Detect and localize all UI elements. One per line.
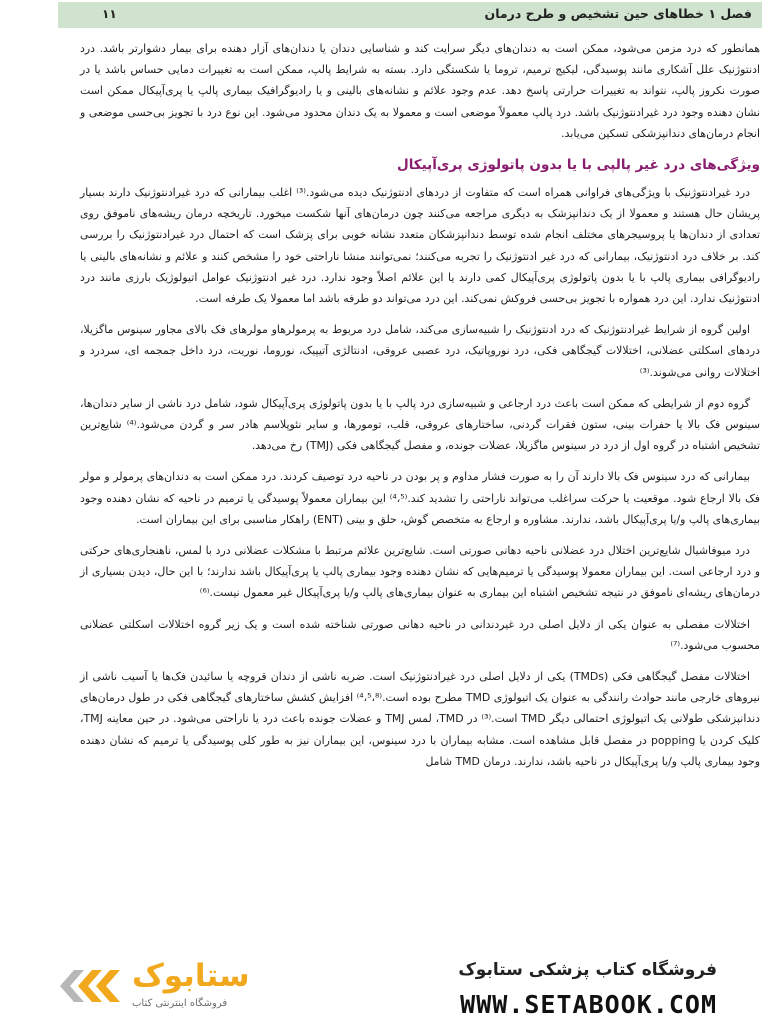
website-url[interactable]: WWW.SETABOOK.COM — [460, 990, 717, 1019]
setabook-logo — [60, 958, 310, 1016]
running-header — [58, 2, 762, 28]
chapter-title: فصل ۱ خطاهای حین تشخیص و طرح درمان — [484, 6, 752, 21]
paragraph-8: اختلالات مفصل گیجگاهی فکی (TMDs) یکی از دلایل اصلی درد غیرادنتوژنیک است. ضربه ناشی از دندان قروچه یا سائیدن فک‌ها یا آسیب ناشی از نیروهای خارجی مانند حوادث رانندگی به عنوان یک اتیولوژی TMD مطرح بوده است.⁽⁴،⁵،⁸⁾ افزایش کشش ساختارهای گیجگاهی فکی در طول درمان‌های دندانپزشکی طولانی یک اتیولوژی احتمالی دیگر TMD است.⁽³⁾ در TMD، لمس TMJ و عضلات جونده باعث درد یا ناراحتی می‌شود. در حین معاینه TMJ، کلیک کردن یا popping در مفصل قابل مشاهده است. مشابه بیماران با درد سینوس، این بیماران نیز به طور کلی پوسیدگی یا ترمیم که نشان دهنده وجود بیماری پالپ و/یا پری‌آپیکال در ناحیه باشد، ندارند. درمان TMD شامل — [80, 670, 761, 768]
paragraph-4: گروه دوم از شرایطی که ممکن است باعث درد ارجاعی و شبیه‌سازی درد پالپ با یا بدون پاتولوژی پری‌آپیکال شود، شامل درد ناشی از سایر دندان‌ها، سینوس فک بالا یا حفرات بینی، ستون فقرات گردنی، ساختارهای عروقی، قلب، تومورها، و سایر نئوپلاسم هادر سر و گردن می‌شود.⁽⁴⁾ شایع‌ترین تشخیص اشتباه در گروه اول از درد در سینوس ماگزیلا، عضلات جونده، و مفصل گیجگاهی فکی (TMJ) رخ می‌دهد. — [80, 396, 760, 453]
paragraph-5: بیمارانی که درد سینوس فک بالا دارند آن را به صورت فشار مداوم و پر بودن در ناحیه درد توصیف کردند. درد ممکن است به دندان‌های پرمولر و مولر فک بالا ارجاع شود. موقعیت یا حرکت سرا‌غلب می‌تواند ناراحتی را تشدید کند.⁽⁴،⁵⁾ این بیماران معمولاً پوسیدگی یا ترمیم در ناحیه که نشان دهنده وجود بیماری‌های پالپ و/یا پری‌آپیکال باشد، ندارند. مشاوره و ارجاع به متخصص گوش، حلق و بینی (ENT) راهکار مناسبی برای این بیماران است. — [80, 470, 760, 526]
paragraph-1: همانطور که درد مزمن می‌شود، ممکن است به دندان‌های دیگر سرایت کند و شناسایی دندان یا دندان‌های آزار دهنده برای بیمار دشوارتر باشد. درد ادنتوژنیک علل آشکاری مانند پوسیدگی، لیکیج ترمیم، تروما یا شکستگی دارد. بسته به شرایط پالپ، ممکن است به تغییرات دمایی حساس باشد یا در صورت نکروز پالپ، نتواند به تغییرات حرارتی پاسخ دهد. عدم وجود علائم و نشانه‌های بالینی و یا رادیوگرافیک بیماری پالپ یا پری‌آپیکال ممکن است نشان دهنده وجود درد غیرادنتوژنیک باشد. درد پالپ معمولاً موضعی است و معمولا به یک دندان محدود می‌شود. این نوع درد با تجویز بی‌حسی موضعی و انجام درمان‌های دندانپزشکی تسکین می‌یابد. — [80, 42, 760, 140]
shop-name: فروشگاه کتاب پزشکی ستابوک — [458, 960, 717, 980]
page-body — [80, 38, 760, 782]
chevron-logo-icon — [60, 964, 122, 1008]
page-number: ۱۱ — [102, 7, 117, 21]
paragraph-3: اولین گروه از شرایط غیرادنتوژنیک که درد ادنتوژنیک را شبیه‌سازی می‌کند، شامل درد مربوط به پرمولرهاو مولرهای فک بالای مجاور سینوس ماگزیلا، دردهای اسکلتی عضلانی، اختلالات گیجگاهی فکی، درد نوروپاتیک، درد عصبی عروقی، ادنتالژی آتیپیک، نوروما، نوریت، درد داخل جمجمه ای، سردرد و اختلالات روانی می‌شوند.⁽³⁾ — [80, 323, 760, 379]
watermark-footer — [0, 940, 779, 1024]
logo-brand-text: ستابوک — [132, 958, 250, 994]
section-heading: ویژگی‌های درد غیر پالپی با یا بدون پاتولوژی پری‌آپیکال — [397, 157, 760, 174]
paragraph-2: درد غیرادنتوژنیک با ویژگی‌های فراوانی همراه است که متفاوت از دردهای ادنتوژنیک دیده می‌شود.⁽³⁾ اغلب بیمارانی که درد غیرادنتوژنیک دارند بسیار پریشان حال هستند و معمولا از یک دندانپزشک به دیگری مراجعه می‌کنند چون درمان‌های آنها شکست میخورد. تاریخچه درمان ریشه‌های ناموفق روی تعدادی از دندان‌ها یا پروسیجرهای مختلف انجام شده توسط دندانپزشکان متعدد نشانه خوبی برای پزشک است که احتمال درد غیرادنتوژنیک را بررسی کند. بر خلاف درد ادنتوژنیک، بیمارانی که درد غیر ادنتوژنیک را تجربه می‌کنند؛ نمی‌توانند منشا ناراحتی خود را مشخص کنند و علائم و نشانه‌های بالینی یا رادیوگرافی بیماری پالپ با یا بدون پاتولوژی پری‌آپیکال کمی دارند یا این علائم اصلاً وجود ندارد. درد غیر ادنتوژنیک عوامل اتیولوژیک بارزی مانند درد ادنتوژنیک ندارد. این درد همواره با تجویز بی‌حسی فروکش نمی‌کند. این درد می‌تواند دو طرفه باشد اما معمولا یک طرفه است. — [80, 186, 760, 306]
paragraph-6: درد میوفاشیال شایع‌ترین اختلال درد عضلانی ناحیه دهانی صورتی است. شایع‌ترین علائم مرتبط با مشکلات عضلانی درد با لمس، ناهنجاری‌های حرکتی و درد ارجاعی است. این بیماران معمولا پوسیدگی یا ترمیم‌هایی که نشان دهنده وجود بیماری پالپ یا پری‌آپیکال باشد ندارند؛ با این حال، دیدن بسیاری از درمان‌های ریشه‌ای ناموفق در نتیجه تشخیص اشتباه این بیماری به عنوان بیماری‌های پالپ و/یا پری‌آپیکال غیر معمول نیست.⁽⁶⁾ — [80, 544, 760, 600]
paragraph-7: اختلالات مفصلی به عنوان یکی از دلایل اصلی درد غیردندانی در ناحیه دهانی صورتی شناخته شده است و یک زیر گروه اختلالات اسکلتی عضلانی محسوب می‌شود.⁽⁷⁾ — [80, 617, 760, 652]
logo-tagline: فروشگاه اینترنتی کتاب — [132, 998, 228, 1009]
